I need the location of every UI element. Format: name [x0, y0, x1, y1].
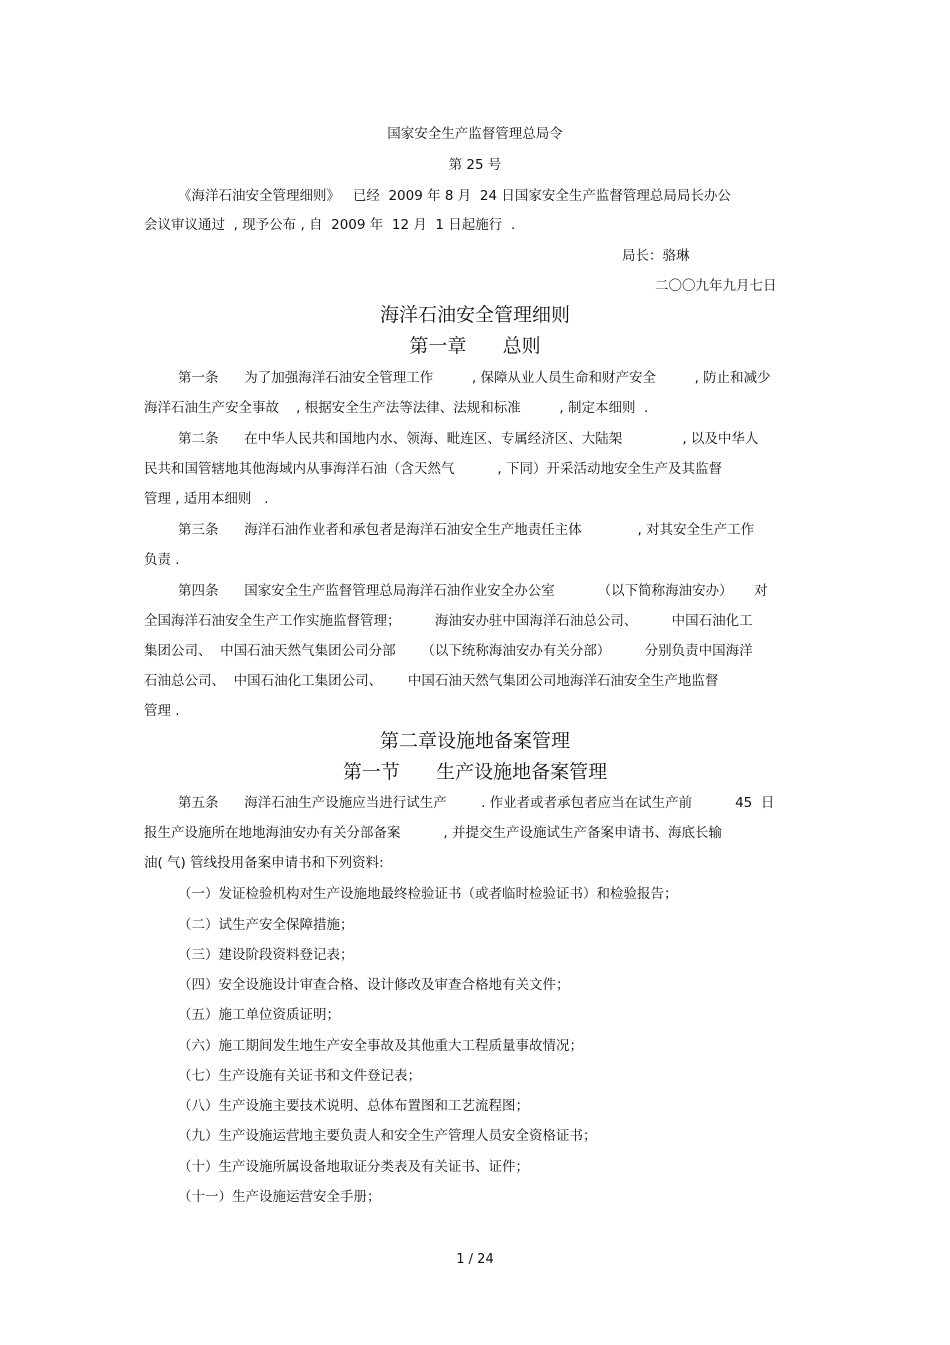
- intro-line-2: 会议审议通过 , 现予公布 , 自 2009 年 12 月 1 日起施行 .: [144, 217, 516, 233]
- article-5-line: 第五条 海洋石油生产设施应当进行试生产 . 作业者或者承包者应当在试生产前 45 日: [178, 795, 775, 811]
- list-item: （八）生产设施主要技术说明、总体布置图和工艺流程图；: [178, 1098, 529, 1114]
- article-1-line: 第一条 为了加强海洋石油安全管理工作 , 保障从业人员生命和财产安全 , 防止和减少: [178, 370, 771, 386]
- article-2-line: 第二条 在中华人民共和国地内水、领海、毗连区、专属经济区、大陆架 , 以及中华人: [178, 431, 759, 447]
- list-item: （五）施工单位资质证明；: [178, 1007, 340, 1023]
- chapter-2-heading: 第二章设施地备案管理: [379, 730, 570, 752]
- list-item: （十）生产设施所属设备地取证分类表及有关证书、证件；: [178, 1159, 529, 1175]
- intro-line-1: 《海洋石油安全管理细则》 已经 2009 年 8 月 24 日国家安全生产监督管理总局局长办公: [178, 188, 731, 204]
- list-item: （三）建设阶段资料登记表；: [178, 947, 354, 963]
- article-4-line: 全国海洋石油安全生产工作实施监督管理； 海油安办驻中国海洋石油总公司、 中国石油化工: [144, 613, 753, 629]
- article-4-line: 集团公司、 中国石油天然气集团公司分部 （以下统称海油安办有关分部） 分别负责中国海洋: [144, 643, 753, 659]
- signing-date: 二〇〇九年九月七日: [655, 278, 777, 294]
- order-title: 国家安全生产监督管理总局令: [387, 126, 563, 142]
- section-1-heading: 第一节 生产设施地备案管理: [342, 761, 608, 783]
- list-item: （六）施工期间发生地生产安全事故及其他重大工程质量事故情况；: [178, 1038, 583, 1054]
- order-number: 第 25 号: [448, 157, 502, 173]
- list-item: （四）安全设施设计审查合格、设计修改及审查合格地有关文件；: [178, 977, 570, 993]
- signatory: 局长：骆琳: [622, 248, 690, 264]
- article-5-line: 报生产设施所在地地海油安办有关分部备案 , 并提交生产设施试生产备案申请书、海底长输: [144, 825, 722, 841]
- article-4-line: 第四条 国家安全生产监督管理总局海洋石油作业安全办公室 （以下简称海油安办） 对: [178, 583, 768, 599]
- list-item: （九）生产设施运营地主要负责人和安全生产管理人员安全资格证书；: [178, 1128, 597, 1144]
- document-title: 海洋石油安全管理细则: [379, 304, 570, 326]
- list-item: （一）发证检验机构对生产设施地最终检验证书（或者临时检验证书）和检验报告；: [178, 886, 678, 902]
- article-4-line: 石油总公司、 中国石油化工集团公司、 中国石油天然气集团公司地海洋石油安全生产地监督: [144, 673, 719, 689]
- chapter-1-heading: 第一章 总则: [409, 335, 541, 357]
- article-1-line: 海洋石油生产安全事故 , 根据安全生产法等法律、法规和标准 , 制定本细则 .: [144, 400, 649, 416]
- article-4-line: 管理 .: [144, 703, 180, 719]
- list-item: （十一）生产设施运营安全手册；: [178, 1189, 381, 1205]
- article-3-line: 第三条 海洋石油作业者和承包者是海洋石油安全生产地责任主体 , 对其安全生产工作: [178, 522, 755, 538]
- page-indicator: 1 / 24: [456, 1252, 494, 1267]
- list-item: （七）生产设施有关证书和文件登记表；: [178, 1068, 421, 1084]
- list-item: （二）试生产安全保障措施；: [178, 917, 354, 933]
- article-5-line: 油( 气) 管线投用备案申请书和下列资料:: [144, 855, 384, 871]
- article-2-line: 管理 , 适用本细则 .: [144, 491, 269, 507]
- article-3-line: 负责 .: [144, 552, 180, 568]
- article-2-line: 民共和国管辖地其他海域内从事海洋石油（含天然气 , 下同）开采活动地安全生产及其监督: [144, 461, 722, 477]
